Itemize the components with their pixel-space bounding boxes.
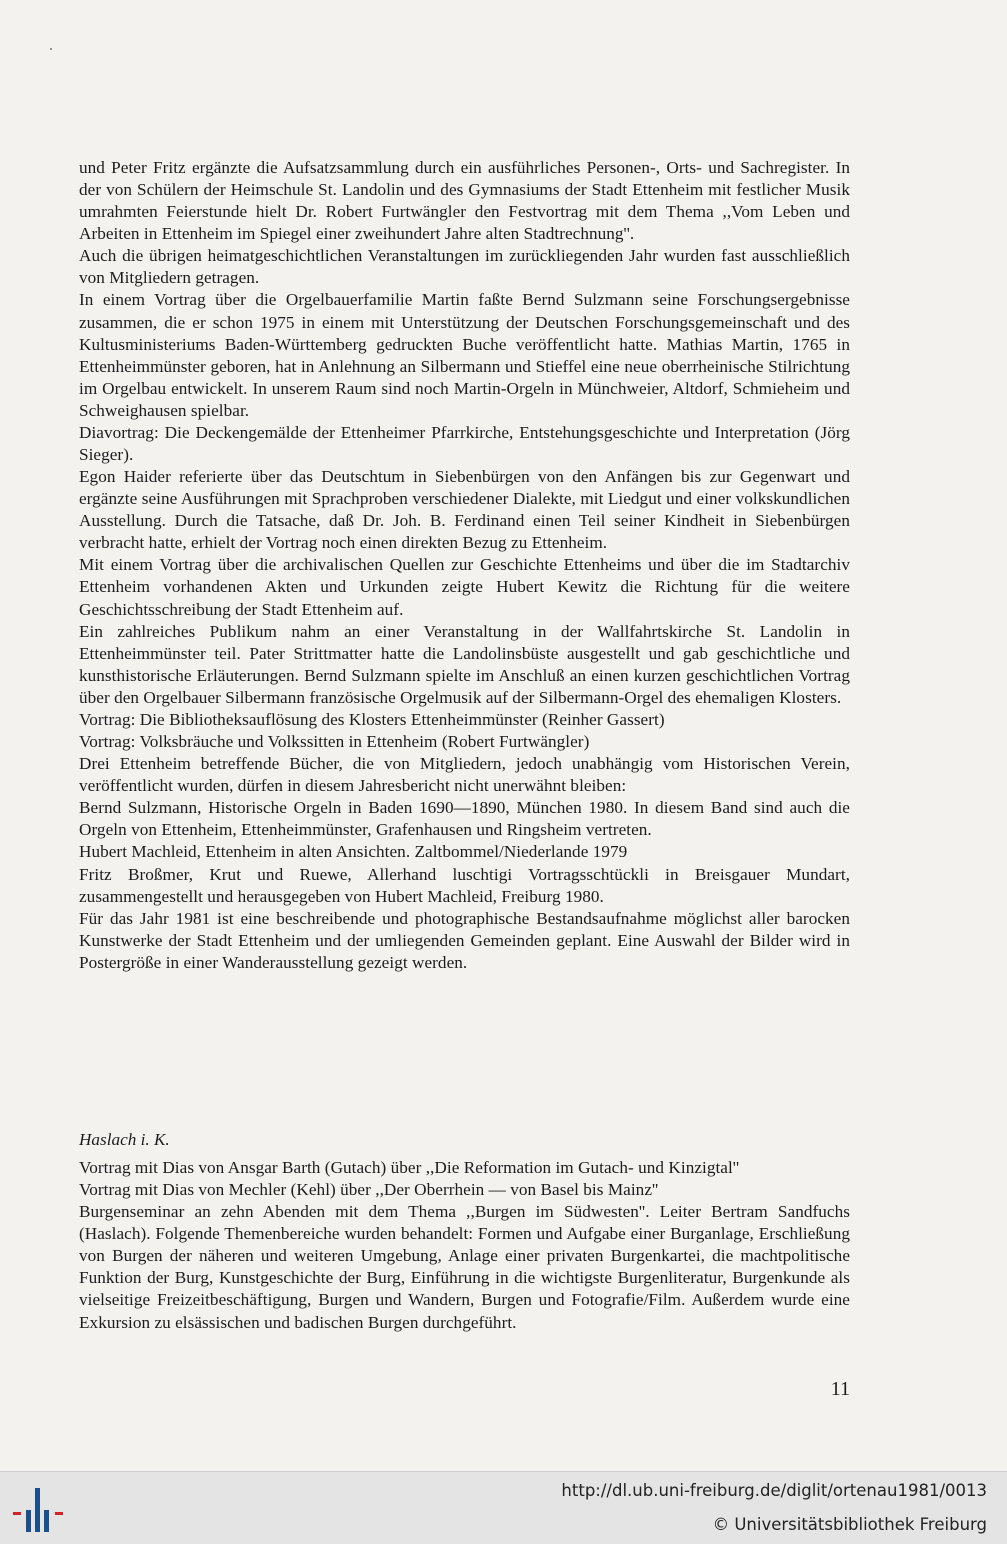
- footer-bar: [0, 1471, 1007, 1544]
- scan-speck: [50, 48, 52, 50]
- body-text-top: [79, 157, 850, 974]
- paragraph: Vortrag: Die Bibliotheksauflösung des Klosters Ettenheimmünster (Reinher Gassert): [79, 709, 665, 729]
- paragraph: Burgenseminar an zehn Abenden mit dem Thema ,,Burgen im Südwesten''. Leiter Bertram Sandfuchs (Haslach). Folgende Themenbereiche wurden behandelt: Formen und Aufgabe einer Burganlage, Erschließung von Burgen der näheren und weiteren Umgebung, Anlage einer privaten Burgenkartei, die machtpolitische Funktion der Burg, Kunstgeschichte der Burg, Einführung in die wichtigste Burgenliteratur, Burgenkunde als vielseitige Freizeitbeschäftigung, Burgen und Wandern, Burgen und Fotografie/Film. Außerdem wurde eine Exkursion zu elsässischen und badischen Burgen durchgeführt.: [79, 1202, 850, 1332]
- paragraph: Mit einem Vortrag über die archivalischen Quellen zur Geschichte Ettenheims und über die im Stadtarchiv Ettenheim vorhandenen Akten und Urkunden zeigte Hubert Kewitz die Richtung für die weitere Geschichtsschreibung der Stadt Ettenheim auf.: [79, 555, 850, 619]
- paragraph: Hubert Machleid, Ettenheim in alten Ansichten. Zaltbommel/Niederlande 1979: [79, 842, 628, 862]
- body-text-haslach: [79, 1129, 850, 1334]
- paragraph: Egon Haider referierte über das Deutschtum in Siebenbürgen von den Anfängen bis zur Gegenwart und ergänzte seine Ausführungen mit Sprachproben verschiedener Dialekte, mit Liedgut und einer volkskundlichen Ausstellung. Durch die Tatsache, daß Dr. Joh. B. Ferdinand einen Teil seiner Kindheit in Siebenbürgen verbracht hatte, erhielt der Vortrag noch einen direkten Bezug zu Ettenheim.: [79, 467, 850, 553]
- source-url-link[interactable]: http://dl.ub.uni-freiburg.de/diglit/ortenau1981/0013: [561, 1481, 987, 1500]
- paragraph: Vortrag mit Dias von Ansgar Barth (Gutach) über ,,Die Reformation im Gutach- und Kinzigtal'': [79, 1158, 740, 1177]
- paragraph: Auch die übrigen heimatgeschichtlichen Veranstaltungen im zurückliegenden Jahr wurden fast ausschließlich von Mitgliedern getragen.: [79, 246, 850, 288]
- paragraph: Für das Jahr 1981 ist eine beschreibende und photographische Bestandsaufnahme möglichst aller barocken Kunstwerke der Stadt Ettenheim und der umliegenden Gemeinden geplant. Eine Auswahl der Bilder wird in Postergröße in einer Wanderausstellung gezeigt werden.: [79, 908, 850, 972]
- ub-freiburg-logo-icon: [12, 1486, 64, 1534]
- paragraph: Drei Ettenheim betreffende Bücher, die von Mitgliedern, jedoch unabhängig vom Historischen Verein, veröffentlicht wurden, dürfen in diesem Jahresbericht nicht unerwähnt bleiben:: [79, 754, 850, 796]
- paragraph: Bernd Sulzmann, Historische Orgeln in Baden 1690—1890, München 1980. In diesem Band sind auch die Orgeln von Ettenheim, Ettenheimmünster, Grafenhausen und Ringsheim vertreten.: [79, 798, 850, 840]
- paragraph: Vortrag: Volksbräuche und Volkssitten in Ettenheim (Robert Furtwängler): [79, 732, 590, 752]
- paragraph: Fritz Broßmer, Krut und Ruewe, Allerhand luschtigi Vortragsschtückli in Breisgauer Mundart, zusammengestellt und herausgegeben von Hubert Machleid, Freiburg 1980.: [79, 864, 850, 906]
- section-heading: Haslach i. K.: [79, 1130, 170, 1149]
- paragraph: und Peter Fritz ergänzte die Aufsatzsammlung durch ein ausführliches Personen-, Orts- und Sachregister. In der von Schülern der Heimschule St. Landolin und des Gymnasiums der Stadt Ettenheim mit festlicher Musik umrahmten Feierstunde hielt Dr. Robert Furtwängler den Festvortrag mit dem Thema ,,Vom Leben und Arbeiten in Ettenheim im Spiegel einer zweihundert Jahre alten Stadtrechnung''.: [79, 158, 850, 244]
- paragraph: In einem Vortrag über die Orgelbauerfamilie Martin faßte Bernd Sulzmann seine Forschungsergebnisse zusammen, die er schon 1975 in einem mit Unterstützung der Deutschen Forschungsgemeinschaft und des Kultusministeriums Baden-Württemberg gedruckten Buche veröffentlicht hatte. Mathias Martin, 1765 in Ettenheimmünster geboren, hat in Anlehnung an Silbermann und Stieffel eine neue oberrheinische Stilrichtung im Orgelbau entwickelt. In unserem Raum sind noch Martin-Orgeln in Münchweier, Altdorf, Schmieheim und Schweighausen spielbar.: [79, 290, 850, 420]
- copyright-text: © Universitätsbibliothek Freiburg: [712, 1515, 987, 1534]
- page-number: 11: [830, 1378, 850, 1400]
- paragraph: Ein zahlreiches Publikum nahm an einer Veranstaltung in der Wallfahrtskirche St. Landolin in Ettenheimmünster teil. Pater Strittmatter hatte die Landolinsbüste ausgestellt und gab geschichtliche und kunsthistorische Erläuterungen. Bernd Sulzmann spielte im Anschluß an einen kurzen geschichtlichen Vortrag über den Orgelbauer Silbermann französische Orgelmusik auf der Silbermann-Orgel des ehemaligen Klosters.: [79, 621, 850, 707]
- paragraph: Vortrag mit Dias von Mechler (Kehl) über ,,Der Oberrhein — von Basel bis Mainz'': [79, 1180, 659, 1200]
- paragraph: Diavortrag: Die Deckengemälde der Ettenheimer Pfarrkirche, Entstehungsgeschichte und Interpretation (Jörg Sieger).: [79, 422, 850, 465]
